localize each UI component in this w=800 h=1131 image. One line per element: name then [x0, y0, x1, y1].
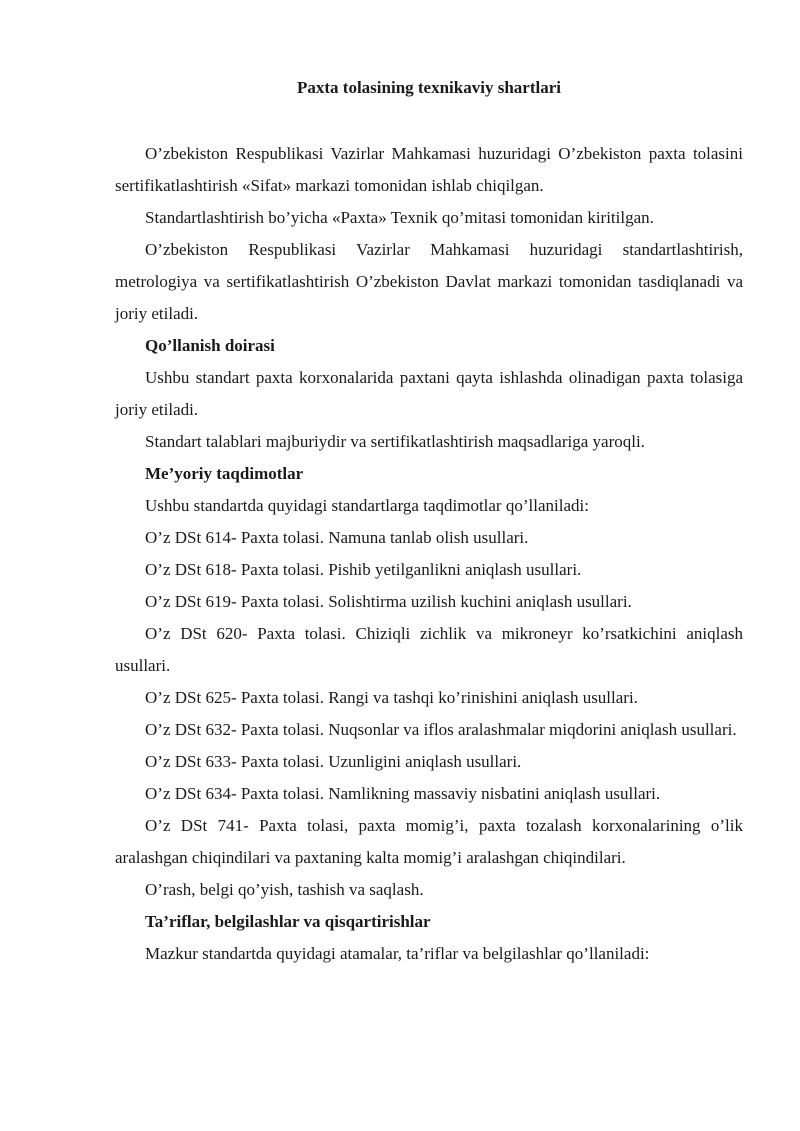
paragraph: O’z DSt 741- Paxta tolasi, paxta momig’i, paxta tozalash korxonalarining o’lik aralashgan chiqindilari va paxtaning kalta momig’i aralashgan chiqindilari. — [115, 816, 743, 867]
section-heading: Me’yoriy taqdimotlar — [145, 464, 304, 483]
paragraph: O’z DSt 614- Paxta tolasi. Namuna tanlab olish usullari. — [145, 528, 529, 547]
paragraph: O’z DSt 634- Paxta tolasi. Namlikning massaviy nisbatini aniqlash usullari. — [145, 784, 661, 803]
paragraph: Standartlashtirish bo’yicha «Paxta» Texnik qo’mitasi tomonidan kiritilgan. — [145, 208, 654, 227]
paragraph: O’z DSt 633- Paxta tolasi. Uzunligini aniqlash usullari. — [145, 752, 522, 771]
paragraph: O’zbekiston Respublikasi Vazirlar Mahkamasi huzuridagi standartlashtirish, metrologiya va sertifikatlashtirish O’zbekiston Davlat markazi tomonidan tasdiqlanadi va joriy etiladi. — [115, 240, 743, 323]
section-heading: Ta’riflar, belgilashlar va qisqartirishlar — [145, 912, 431, 931]
paragraph: O’z DSt 632- Paxta tolasi. Nuqsonlar va iflos aralashmalar miqdorini aniqlash usullari. — [145, 720, 737, 739]
document-title: Paxta tolasining texnikaviy shartlari — [297, 78, 561, 97]
document-page — [115, 68, 743, 970]
paragraph: Mazkur standartda quyidagi atamalar, ta’riflar va belgilashlar qo’llaniladi: — [145, 944, 650, 963]
paragraph: O’z DSt 619- Paxta tolasi. Solishtirma uzilish kuchini aniqlash usullari. — [145, 592, 632, 611]
paragraph: O’z DSt 625- Paxta tolasi. Rangi va tashqi ko’rinishini aniqlash usullari. — [145, 688, 638, 707]
paragraph: O’rash, belgi qo’yish, tashish va saqlash. — [145, 880, 424, 899]
paragraph: O’z DSt 618- Paxta tolasi. Pishib yetilganlikni aniqlash usullari. — [145, 560, 582, 579]
paragraph: O’z DSt 620- Paxta tolasi. Chiziqli zichlik va mikroneyr ko’rsatkichini aniqlash usullari. — [115, 624, 743, 675]
section-heading: Qo’llanish doirasi — [145, 336, 275, 355]
paragraph: Ushbu standartda quyidagi standartlarga taqdimotlar qo’llaniladi: — [145, 496, 589, 515]
paragraph: O’zbekiston Respublikasi Vazirlar Mahkamasi huzuridagi O’zbekiston paxta tolasini sertifikatlashtirish «Sifat» markazi tomonidan ishlab chiqilgan. — [115, 144, 743, 195]
paragraph: Standart talablari majburiydir va sertifikatlashtirish maqsadlariga yaroqli. — [145, 432, 645, 451]
document-body — [115, 138, 743, 970]
paragraph: Ushbu standart paxta korxonalarida paxtani qayta ishlashda olinadigan paxta tolasiga joriy etiladi. — [115, 368, 743, 419]
